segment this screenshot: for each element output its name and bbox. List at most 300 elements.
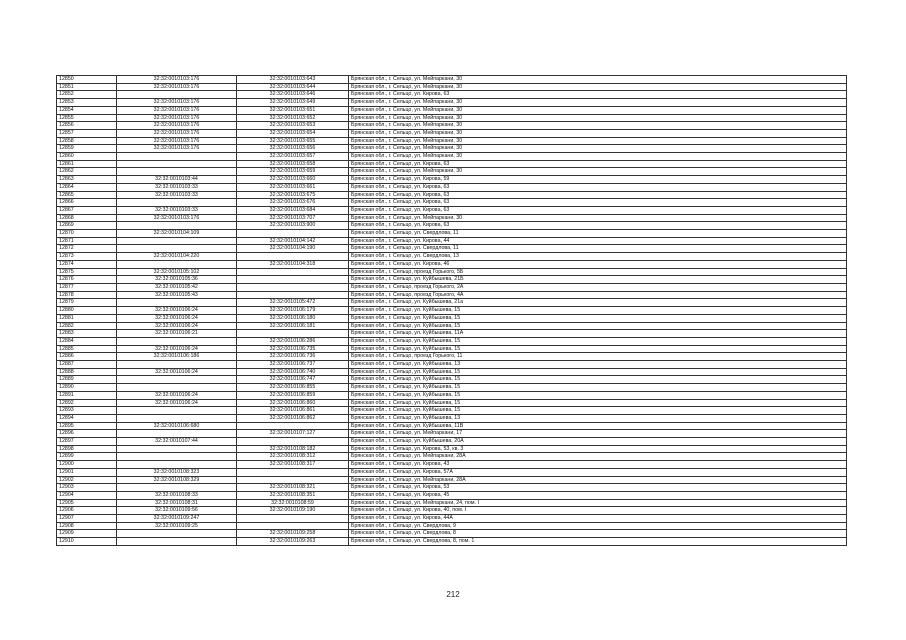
parcel-cadastral-number-cell: 32:32:0010103:176 — [117, 145, 237, 153]
address-cell: Брянская обл., г. Сельцо, ул. Мейпаркани, 28А — [349, 476, 847, 484]
object-cadastral-number-cell: 32:32:0010103:653 — [237, 122, 349, 130]
object-cadastral-number-cell — [237, 253, 349, 261]
object-cadastral-number-cell: 32:32:0010106:860 — [237, 399, 349, 407]
parcel-cadastral-number-cell: 32:32:0010103:176 — [117, 76, 237, 84]
object-cadastral-number-cell: 32:32:0010105:472 — [237, 299, 349, 307]
parcel-cadastral-number-cell — [117, 237, 237, 245]
table-row — [57, 153, 847, 161]
address-cell: Брянская обл., г. Сельцо, ул. Кирова, 45 — [349, 491, 847, 499]
table-row — [57, 422, 847, 430]
table-row — [57, 445, 847, 453]
address-cell: Брянская обл., г. Сельцо, ул. Мейпаркани, 30 — [349, 153, 847, 161]
record-number-cell: 12901 — [57, 468, 117, 476]
address-cell: Брянская обл., г. Сельцо, ул. Куйбышева, 11В — [349, 422, 847, 430]
record-number-cell: 12908 — [57, 522, 117, 530]
table-row — [57, 245, 847, 253]
cadastral-table — [56, 75, 847, 546]
table-row — [57, 83, 847, 91]
table-row — [57, 253, 847, 261]
table-row — [57, 237, 847, 245]
table-row — [57, 491, 847, 499]
parcel-cadastral-number-cell: 32:32:0010103:176 — [117, 122, 237, 130]
table-row — [57, 260, 847, 268]
object-cadastral-number-cell: 32:32:0010103:654 — [237, 129, 349, 137]
address-cell: Брянская обл., г. Сельцо, ул. Мейпаркани, 30 — [349, 122, 847, 130]
parcel-cadastral-number-cell — [117, 430, 237, 438]
address-cell: Брянская обл., г. Сельцо, проезд Горького, 5Б — [349, 268, 847, 276]
parcel-cadastral-number-cell: 32:32:0010106:24 — [117, 322, 237, 330]
object-cadastral-number-cell — [237, 276, 349, 284]
parcel-cadastral-number-cell: 32:32:0010103:176 — [117, 137, 237, 145]
object-cadastral-number-cell: 32:32:0010106:735 — [237, 345, 349, 353]
parcel-cadastral-number-cell — [117, 484, 237, 492]
record-number-cell: 12869 — [57, 222, 117, 230]
parcel-cadastral-number-cell: 32:32:0010103:33 — [117, 183, 237, 191]
address-cell: Брянская обл., г. Сельцо, ул. Кирова, 63 — [349, 160, 847, 168]
table-row — [57, 430, 847, 438]
record-number-cell: 12882 — [57, 322, 117, 330]
record-number-cell: 12897 — [57, 438, 117, 446]
address-cell: Брянская обл., г. Сельцо, ул. Свердлова, 13 — [349, 253, 847, 261]
record-number-cell: 12876 — [57, 276, 117, 284]
record-number-cell: 12887 — [57, 361, 117, 369]
address-cell: Брянская обл., г. Сельцо, ул. Мейпаркани, 30 — [349, 83, 847, 91]
object-cadastral-number-cell: 32:32:0010106:740 — [237, 368, 349, 376]
parcel-cadastral-number-cell: 32:32:0010103:176 — [117, 214, 237, 222]
cadastral-table-body — [57, 76, 847, 546]
object-cadastral-number-cell: 32:32:0010108:59 — [237, 499, 349, 507]
record-number-cell: 12855 — [57, 114, 117, 122]
address-cell: Брянская обл., г. Сельцо, ул. Куйбышева, 11А — [349, 330, 847, 338]
object-cadastral-number-cell — [237, 422, 349, 430]
object-cadastral-number-cell: 32:32:0010106:862 — [237, 414, 349, 422]
object-cadastral-number-cell — [237, 476, 349, 484]
parcel-cadastral-number-cell: 32:32:0010105:43 — [117, 291, 237, 299]
table-row — [57, 407, 847, 415]
record-number-cell: 12907 — [57, 515, 117, 523]
parcel-cadastral-number-cell — [117, 222, 237, 230]
address-cell: Брянская обл., г. Сельцо, ул. Свердлова, 11 — [349, 245, 847, 253]
record-number-cell: 12892 — [57, 399, 117, 407]
record-number-cell: 12905 — [57, 499, 117, 507]
object-cadastral-number-cell: 32:32:0010106:181 — [237, 322, 349, 330]
parcel-cadastral-number-cell: 32:32:0010103:176 — [117, 99, 237, 107]
table-row — [57, 368, 847, 376]
address-cell: Брянская обл., г. Сельцо, ул. Мейпаркани, 28А — [349, 453, 847, 461]
table-row — [57, 330, 847, 338]
table-row — [57, 168, 847, 176]
object-cadastral-number-cell: 32:32:0010103:658 — [237, 160, 349, 168]
table-row — [57, 291, 847, 299]
parcel-cadastral-number-cell: 32:32:0010109:25 — [117, 522, 237, 530]
table-row — [57, 276, 847, 284]
parcel-cadastral-number-cell — [117, 453, 237, 461]
table-row — [57, 484, 847, 492]
parcel-cadastral-number-cell — [117, 91, 237, 99]
object-cadastral-number-cell: 32:32:0010106:180 — [237, 314, 349, 322]
object-cadastral-number-cell: 32:32:0010109:258 — [237, 530, 349, 538]
table-row — [57, 222, 847, 230]
table-row — [57, 99, 847, 107]
table-row — [57, 106, 847, 114]
object-cadastral-number-cell: 32:32:0010109:190 — [237, 507, 349, 515]
address-cell: Брянская обл., г. Сельцо, ул. Куйбышева, 15 — [349, 314, 847, 322]
address-cell: Брянская обл., г. Сельцо, ул. Кирова, 63 — [349, 183, 847, 191]
address-cell: Брянская обл., г. Сельцо, ул. Куйбышева, 15 — [349, 322, 847, 330]
table-row — [57, 230, 847, 238]
address-cell: Брянская обл., г. Сельцо, ул. Куйбышева, 15 — [349, 307, 847, 315]
table-row — [57, 414, 847, 422]
object-cadastral-number-cell — [237, 330, 349, 338]
object-cadastral-number-cell: 32:32:0010106:859 — [237, 391, 349, 399]
parcel-cadastral-number-cell — [117, 445, 237, 453]
address-cell: Брянская обл., г. Сельцо, ул. Мейпаркани, 30 — [349, 99, 847, 107]
parcel-cadastral-number-cell — [117, 168, 237, 176]
parcel-cadastral-number-cell: 32:32:0010107:44 — [117, 438, 237, 446]
address-cell: Брянская обл., г. Сельцо, ул. Куйбышева, 13 — [349, 414, 847, 422]
address-cell: Брянская обл., г. Сельцо, ул. Кирова, 44 — [349, 237, 847, 245]
object-cadastral-number-cell: 32:32:0010103:643 — [237, 76, 349, 84]
parcel-cadastral-number-cell — [117, 245, 237, 253]
object-cadastral-number-cell — [237, 515, 349, 523]
record-number-cell: 12880 — [57, 307, 117, 315]
object-cadastral-number-cell: 32:32:0010108:351 — [237, 491, 349, 499]
address-cell: Брянская обл., г. Сельцо, ул. Куйбышева, 15 — [349, 384, 847, 392]
parcel-cadastral-number-cell: 32:32:0010106:24 — [117, 307, 237, 315]
parcel-cadastral-number-cell: 32:32:0010105:42 — [117, 283, 237, 291]
parcel-cadastral-number-cell: 32:32:0010109:247 — [117, 515, 237, 523]
record-number-cell: 12894 — [57, 414, 117, 422]
address-cell: Брянская обл., г. Сельцо, ул. Свердлова, 9 — [349, 522, 847, 530]
address-cell: Брянская обл., г. Сельцо, ул. Свердлова, 8 — [349, 530, 847, 538]
record-number-cell: 12866 — [57, 199, 117, 207]
object-cadastral-number-cell: 32:32:0010103:655 — [237, 137, 349, 145]
record-number-cell: 12878 — [57, 291, 117, 299]
record-number-cell: 12858 — [57, 137, 117, 145]
record-number-cell: 12881 — [57, 314, 117, 322]
record-number-cell: 12871 — [57, 237, 117, 245]
address-cell: Брянская обл., г. Сельцо, ул. Куйбышева, 21а — [349, 299, 847, 307]
record-number-cell: 12885 — [57, 345, 117, 353]
record-number-cell: 12852 — [57, 91, 117, 99]
object-cadastral-number-cell: 32:32:0010103:644 — [237, 83, 349, 91]
parcel-cadastral-number-cell: 32:32:0010103:33 — [117, 206, 237, 214]
record-number-cell: 12865 — [57, 191, 117, 199]
table-row — [57, 322, 847, 330]
record-number-cell: 12864 — [57, 183, 117, 191]
table-row — [57, 353, 847, 361]
table-row — [57, 345, 847, 353]
address-cell: Брянская обл., г. Сельцо, ул. Мейпаркани, 24, пом. I — [349, 499, 847, 507]
object-cadastral-number-cell: 32:32:0010106:747 — [237, 376, 349, 384]
object-cadastral-number-cell: 32:32:0010103:651 — [237, 106, 349, 114]
object-cadastral-number-cell: 32:32:0010109:263 — [237, 538, 349, 546]
object-cadastral-number-cell: 32:32:0010106:737 — [237, 361, 349, 369]
record-number-cell: 12893 — [57, 407, 117, 415]
parcel-cadastral-number-cell: 32:32:0010106:24 — [117, 399, 237, 407]
object-cadastral-number-cell: 32:32:0010103:707 — [237, 214, 349, 222]
table-row — [57, 399, 847, 407]
address-cell: Брянская обл., г. Сельцо, проезд Горького, 2А — [349, 283, 847, 291]
object-cadastral-number-cell: 32:32:0010103:660 — [237, 176, 349, 184]
page-number: 212 — [446, 590, 460, 599]
address-cell: Брянская обл., г. Сельцо, ул. Мейпаркани, 30 — [349, 76, 847, 84]
record-number-cell: 12895 — [57, 422, 117, 430]
table-row — [57, 522, 847, 530]
address-cell: Брянская обл., г. Сельцо, ул. Кирова, 63 — [349, 199, 847, 207]
parcel-cadastral-number-cell: 32:32:0010109:56 — [117, 507, 237, 515]
object-cadastral-number-cell: 32:32:0010103:646 — [237, 91, 349, 99]
table-row — [57, 468, 847, 476]
object-cadastral-number-cell — [237, 268, 349, 276]
parcel-cadastral-number-cell — [117, 153, 237, 161]
table-row — [57, 515, 847, 523]
object-cadastral-number-cell: 32:32:0010106:855 — [237, 384, 349, 392]
table-row — [57, 206, 847, 214]
record-number-cell: 12856 — [57, 122, 117, 130]
record-number-cell: 12904 — [57, 491, 117, 499]
parcel-cadastral-number-cell: 32:32:0010103:33 — [117, 191, 237, 199]
parcel-cadastral-number-cell: 32:32:0010106:680 — [117, 422, 237, 430]
address-cell: Брянская обл., г. Сельцо, ул. Свердлова, 11 — [349, 230, 847, 238]
address-cell: Брянская обл., г. Сельцо, ул. Куйбышева, 15 — [349, 345, 847, 353]
address-cell: Брянская обл., г. Сельцо, ул. Кирова, 46 — [349, 260, 847, 268]
object-cadastral-number-cell: 32:32:0010106:736 — [237, 353, 349, 361]
object-cadastral-number-cell — [237, 468, 349, 476]
object-cadastral-number-cell: 32:32:0010108:312 — [237, 453, 349, 461]
record-number-cell: 12859 — [57, 145, 117, 153]
record-number-cell: 12896 — [57, 430, 117, 438]
object-cadastral-number-cell: 32:32:0010106:179 — [237, 307, 349, 315]
parcel-cadastral-number-cell: 32:32:0010104:109 — [117, 230, 237, 238]
record-number-cell: 12870 — [57, 230, 117, 238]
address-cell: Брянская обл., г. Сельцо, ул. Мейпаркани, 30 — [349, 168, 847, 176]
address-cell: Брянская обл., г. Сельцо, ул. Кирова, 59 — [349, 176, 847, 184]
table-row — [57, 199, 847, 207]
record-number-cell: 12851 — [57, 83, 117, 91]
table-row — [57, 183, 847, 191]
table-row — [57, 453, 847, 461]
parcel-cadastral-number-cell — [117, 538, 237, 546]
object-cadastral-number-cell: 32:32:0010103:657 — [237, 153, 349, 161]
address-cell: Брянская обл., г. Сельцо, ул. Мейпаркани, 30 — [349, 214, 847, 222]
object-cadastral-number-cell: 32:32:0010103:656 — [237, 145, 349, 153]
object-cadastral-number-cell: 32:32:0010103:900 — [237, 222, 349, 230]
table-row — [57, 384, 847, 392]
parcel-cadastral-number-cell: 32:32:0010106:21 — [117, 330, 237, 338]
table-row — [57, 438, 847, 446]
object-cadastral-number-cell: 32:32:0010103:649 — [237, 99, 349, 107]
table-row — [57, 307, 847, 315]
address-cell: Брянская обл., г. Сельцо, ул. Кирова, 57А — [349, 468, 847, 476]
table-row — [57, 538, 847, 546]
address-cell: Брянская обл., г. Сельцо, ул. Кирова, 63 — [349, 222, 847, 230]
address-cell: Брянская обл., г. Сельцо, ул. Куйбышева, 15 — [349, 407, 847, 415]
object-cadastral-number-cell: 32:32:0010106:861 — [237, 407, 349, 415]
address-cell: Брянская обл., г. Сельцо, ул. Куйбышева, 15 — [349, 399, 847, 407]
object-cadastral-number-cell: 32:32:0010108:317 — [237, 461, 349, 469]
address-cell: Брянская обл., г. Сельцо, ул. Куйбышева, 21Б — [349, 276, 847, 284]
record-number-cell: 12900 — [57, 461, 117, 469]
table-row — [57, 129, 847, 137]
address-cell: Брянская обл., г. Сельцо, ул. Кирова, 63 — [349, 91, 847, 99]
table-row — [57, 476, 847, 484]
record-number-cell: 12899 — [57, 453, 117, 461]
address-cell: Брянская обл., г. Сельцо, ул. Кирова, 63 — [349, 206, 847, 214]
parcel-cadastral-number-cell: 32:32:0010108:31 — [117, 499, 237, 507]
parcel-cadastral-number-cell: 32:32:0010108:329 — [117, 476, 237, 484]
address-cell: Брянская обл., г. Сельцо, ул. Мейпаркани, 17 — [349, 430, 847, 438]
address-cell: Брянская обл., г. Сельцо, ул. Мейпаркани, 30 — [349, 114, 847, 122]
table-row — [57, 114, 847, 122]
object-cadastral-number-cell: 32:32:0010106:286 — [237, 337, 349, 345]
record-number-cell: 12889 — [57, 376, 117, 384]
address-cell: Брянская обл., г. Сельцо, ул. Свердлова, 8, пом. 1 — [349, 538, 847, 546]
record-number-cell: 12863 — [57, 176, 117, 184]
table-row — [57, 176, 847, 184]
table-row — [57, 122, 847, 130]
parcel-cadastral-number-cell — [117, 530, 237, 538]
parcel-cadastral-number-cell — [117, 407, 237, 415]
address-cell: Брянская обл., г. Сельцо, ул. Кирова, 44А — [349, 515, 847, 523]
record-number-cell: 12874 — [57, 260, 117, 268]
table-row — [57, 530, 847, 538]
table-row — [57, 507, 847, 515]
object-cadastral-number-cell: 32:32:0010103:684 — [237, 206, 349, 214]
table-row — [57, 337, 847, 345]
record-number-cell: 12877 — [57, 283, 117, 291]
parcel-cadastral-number-cell: 32:32:0010106:24 — [117, 368, 237, 376]
record-number-cell: 12868 — [57, 214, 117, 222]
address-cell: Брянская обл., г. Сельцо, ул. Кирова, 40, пом. I — [349, 507, 847, 515]
address-cell: Брянская обл., г. Сельцо, ул. Куйбышева, 15 — [349, 337, 847, 345]
parcel-cadastral-number-cell: 32:32:0010104:220 — [117, 253, 237, 261]
object-cadastral-number-cell: 32:32:0010104:142 — [237, 237, 349, 245]
record-number-cell: 12862 — [57, 168, 117, 176]
table-row — [57, 299, 847, 307]
object-cadastral-number-cell: 32:32:0010108:182 — [237, 445, 349, 453]
record-number-cell: 12898 — [57, 445, 117, 453]
record-number-cell: 12850 — [57, 76, 117, 84]
parcel-cadastral-number-cell — [117, 260, 237, 268]
address-cell: Брянская обл., г. Сельцо, ул. Куйбышева, 15 — [349, 368, 847, 376]
record-number-cell: 12903 — [57, 484, 117, 492]
table-row — [57, 191, 847, 199]
object-cadastral-number-cell — [237, 283, 349, 291]
parcel-cadastral-number-cell — [117, 384, 237, 392]
record-number-cell: 12879 — [57, 299, 117, 307]
parcel-cadastral-number-cell — [117, 160, 237, 168]
record-number-cell: 12873 — [57, 253, 117, 261]
object-cadastral-number-cell: 32:32:0010104:190 — [237, 245, 349, 253]
address-cell: Брянская обл., г. Сельцо, ул. Куйбышева, 20А — [349, 438, 847, 446]
table-row — [57, 160, 847, 168]
record-number-cell: 12875 — [57, 268, 117, 276]
record-number-cell: 12890 — [57, 384, 117, 392]
table-row — [57, 499, 847, 507]
record-number-cell: 12910 — [57, 538, 117, 546]
object-cadastral-number-cell: 32:32:0010103:652 — [237, 114, 349, 122]
record-number-cell: 12891 — [57, 391, 117, 399]
object-cadastral-number-cell — [237, 230, 349, 238]
object-cadastral-number-cell: 32:32:0010103:675 — [237, 191, 349, 199]
address-cell: Брянская обл., г. Сельцо, ул. Мейпаркани, 30 — [349, 137, 847, 145]
address-cell: Брянская обл., г. Сельцо, ул. Мейпаркани, 30 — [349, 106, 847, 114]
object-cadastral-number-cell: 32:32:0010104:318 — [237, 260, 349, 268]
address-cell: Брянская обл., г. Сельцо, проезд Горького, 11 — [349, 353, 847, 361]
record-number-cell: 12884 — [57, 337, 117, 345]
parcel-cadastral-number-cell: 32:32:0010103:176 — [117, 114, 237, 122]
table-row — [57, 283, 847, 291]
address-cell: Брянская обл., г. Сельцо, ул. Мейпаркани, 30 — [349, 145, 847, 153]
parcel-cadastral-number-cell — [117, 461, 237, 469]
address-cell: Брянская обл., г. Сельцо, ул. Кирова, 53 — [349, 484, 847, 492]
parcel-cadastral-number-cell: 32:32:0010105:36 — [117, 276, 237, 284]
object-cadastral-number-cell — [237, 522, 349, 530]
record-number-cell: 12861 — [57, 160, 117, 168]
table-row — [57, 376, 847, 384]
parcel-cadastral-number-cell: 32:32:0010106:24 — [117, 391, 237, 399]
parcel-cadastral-number-cell: 32:32:0010108:33 — [117, 491, 237, 499]
table-row — [57, 268, 847, 276]
parcel-cadastral-number-cell: 32:32:0010103:44 — [117, 176, 237, 184]
table-row — [57, 461, 847, 469]
object-cadastral-number-cell: 32:32:0010108:321 — [237, 484, 349, 492]
record-number-cell: 12857 — [57, 129, 117, 137]
record-number-cell: 12888 — [57, 368, 117, 376]
address-cell: Брянская обл., г. Сельцо, ул. Куйбышева, 15 — [349, 376, 847, 384]
parcel-cadastral-number-cell: 32:32:0010106:186 — [117, 353, 237, 361]
address-cell: Брянская обл., г. Сельцо, ул. Мейпаркани, 30 — [349, 129, 847, 137]
record-number-cell: 12886 — [57, 353, 117, 361]
address-cell: Брянская обл., г. Сельцо, ул. Кирова, 63 — [349, 191, 847, 199]
parcel-cadastral-number-cell — [117, 376, 237, 384]
parcel-cadastral-number-cell: 32:32:0010103:176 — [117, 106, 237, 114]
parcel-cadastral-number-cell: 32:32:0010105:102 — [117, 268, 237, 276]
parcel-cadastral-number-cell — [117, 199, 237, 207]
address-cell: Брянская обл., г. Сельцо, ул. Куйбышева, 15 — [349, 391, 847, 399]
address-cell: Брянская обл., г. Сельцо, ул. Кирова, 53, кв. 3 — [349, 445, 847, 453]
record-number-cell: 12853 — [57, 99, 117, 107]
parcel-cadastral-number-cell — [117, 299, 237, 307]
record-number-cell: 12909 — [57, 530, 117, 538]
table-row — [57, 91, 847, 99]
parcel-cadastral-number-cell: 32:32:0010108:323 — [117, 468, 237, 476]
table-row — [57, 145, 847, 153]
parcel-cadastral-number-cell — [117, 361, 237, 369]
table-row — [57, 214, 847, 222]
record-number-cell: 12872 — [57, 245, 117, 253]
parcel-cadastral-number-cell: 32:32:0010106:24 — [117, 345, 237, 353]
object-cadastral-number-cell: 32:32:0010103:676 — [237, 199, 349, 207]
parcel-cadastral-number-cell: 32:32:0010103:176 — [117, 83, 237, 91]
table-row — [57, 361, 847, 369]
object-cadastral-number-cell — [237, 438, 349, 446]
table-row — [57, 76, 847, 84]
address-cell: Брянская обл., г. Сельцо, ул. Кирова, 43 — [349, 461, 847, 469]
record-number-cell: 12906 — [57, 507, 117, 515]
address-cell: Брянская обл., г. Сельцо, проезд Горького, 4А — [349, 291, 847, 299]
address-cell: Брянская обл., г. Сельцо, ул. Куйбышева, 13 — [349, 361, 847, 369]
record-number-cell: 12902 — [57, 476, 117, 484]
parcel-cadastral-number-cell — [117, 414, 237, 422]
table-row — [57, 314, 847, 322]
object-cadastral-number-cell: 32:32:0010103:661 — [237, 183, 349, 191]
table-row — [57, 137, 847, 145]
parcel-cadastral-number-cell — [117, 337, 237, 345]
object-cadastral-number-cell — [237, 291, 349, 299]
record-number-cell: 12860 — [57, 153, 117, 161]
